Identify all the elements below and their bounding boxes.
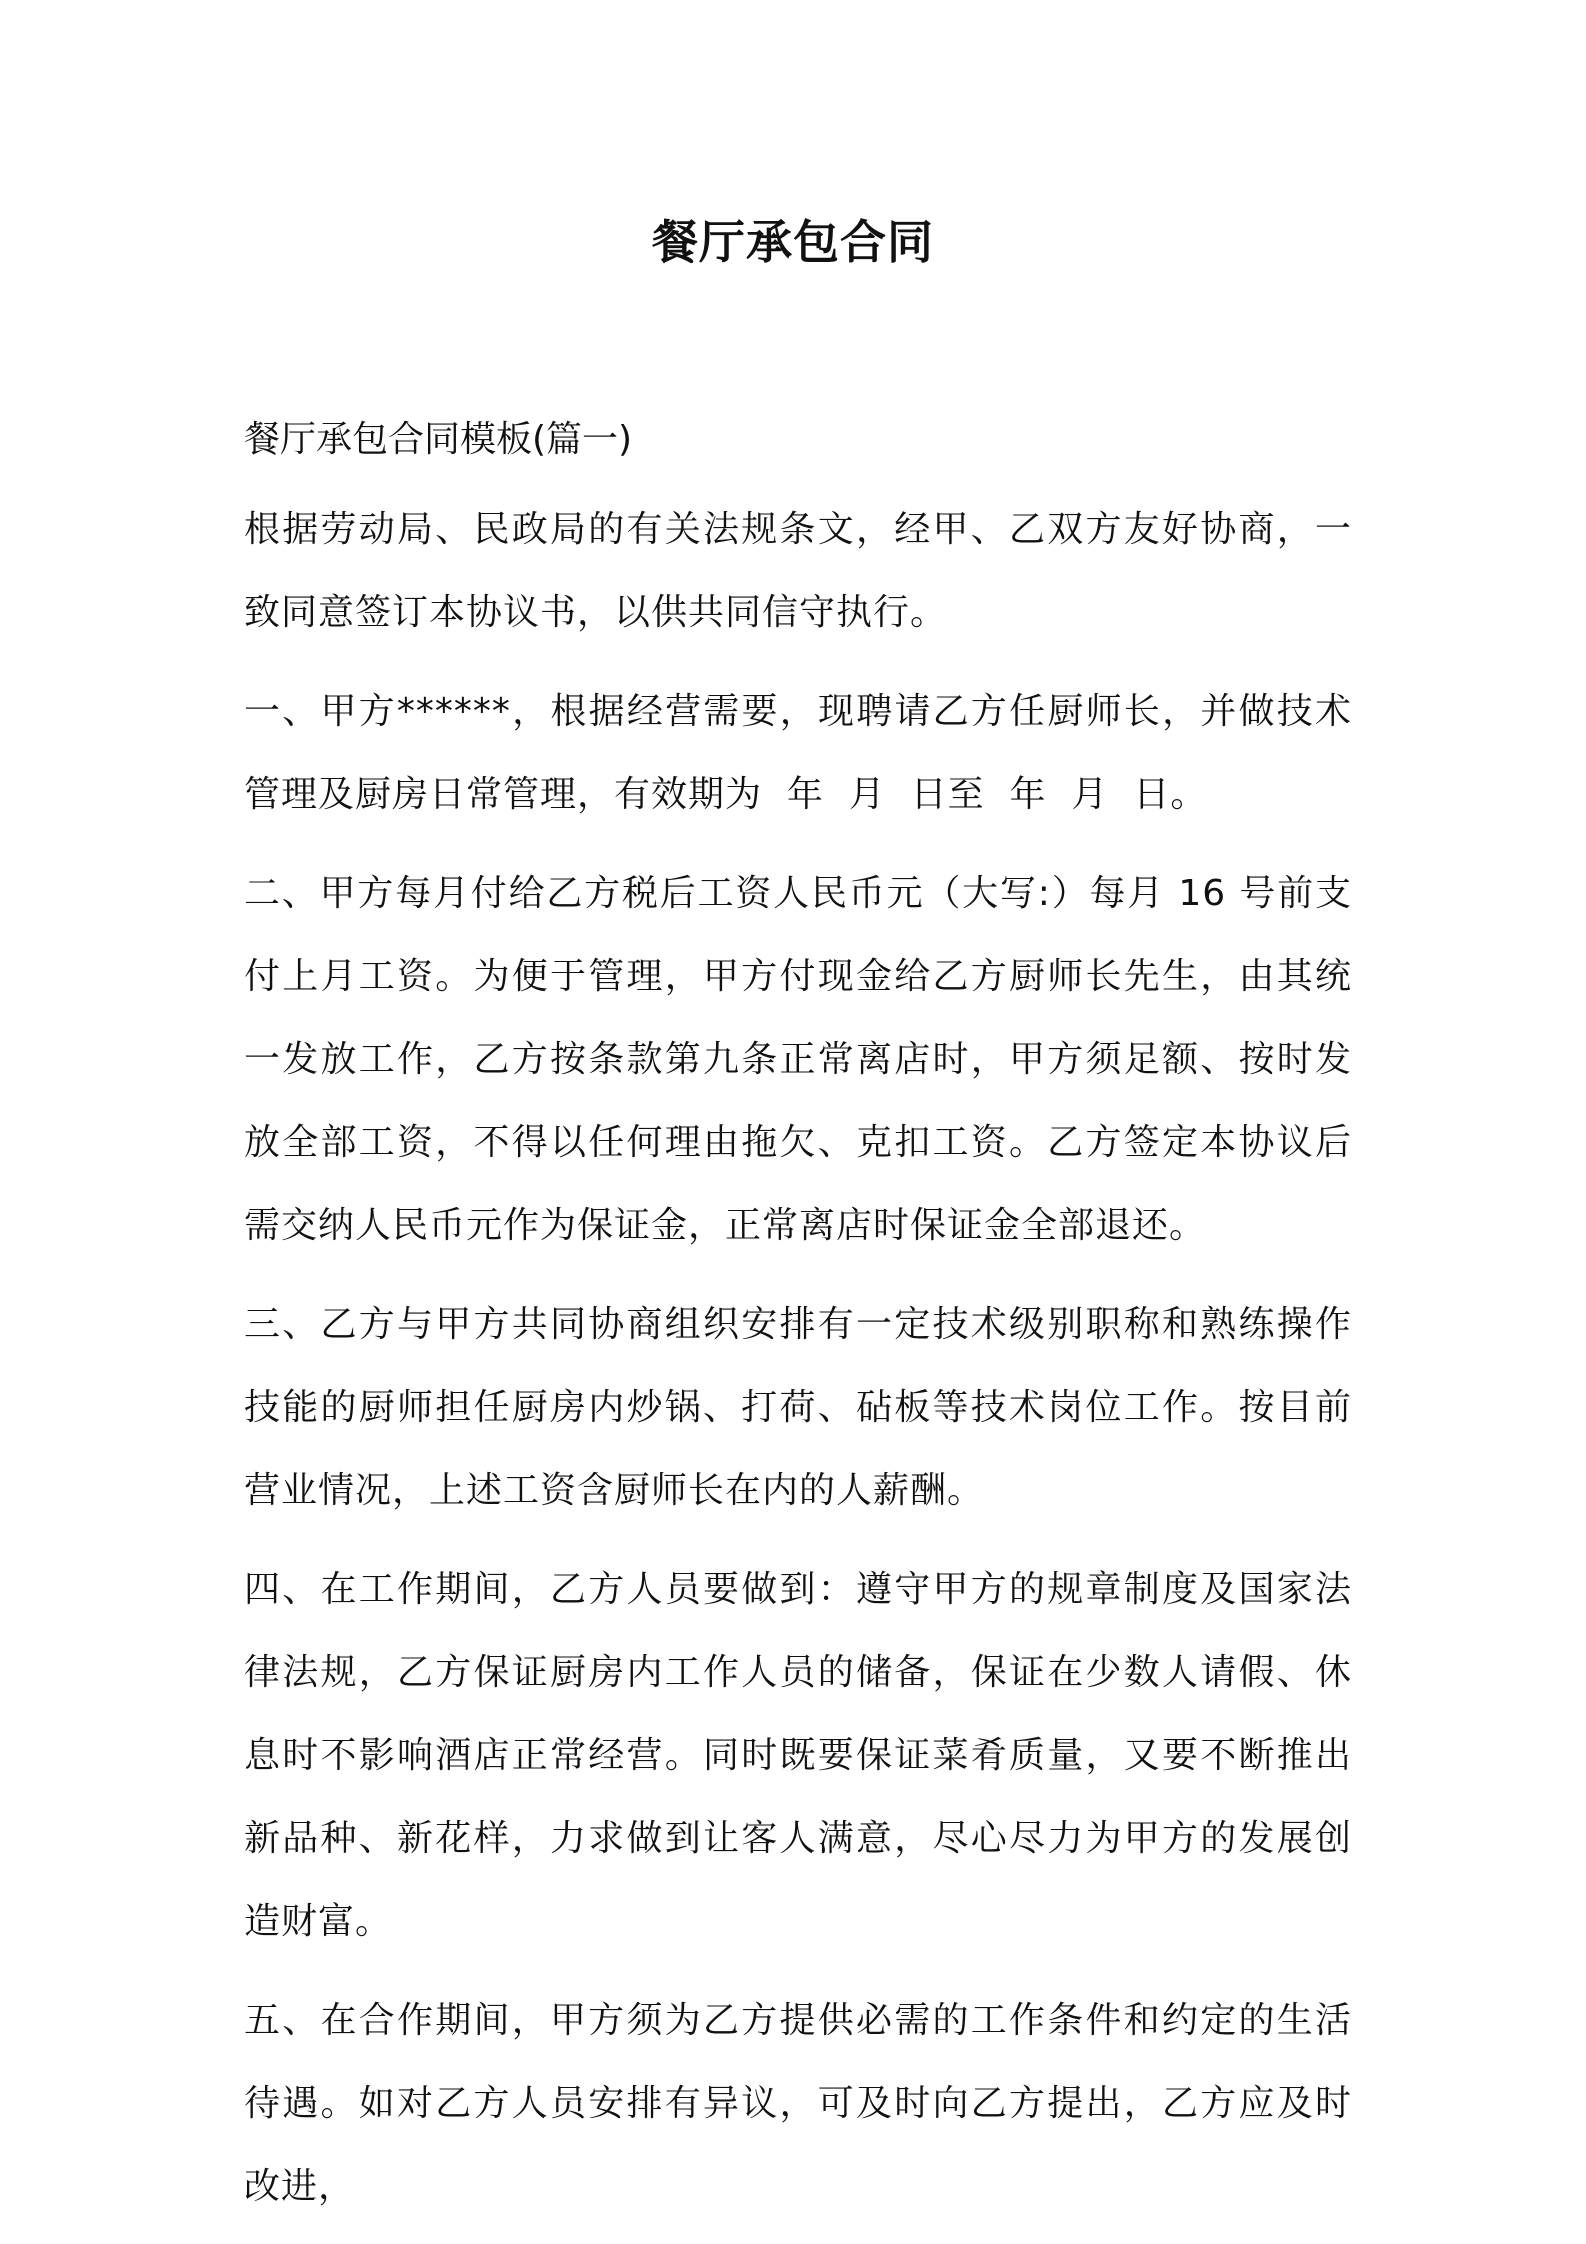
- intro-paragraph: 根据劳动局、民政局的有关法规条文，经甲、乙双方友好协商，一致同意签订本协议书，以供共同信守执行。: [244, 509, 1352, 633]
- document-body: [244, 408, 1352, 2228]
- document-subtitle: 餐厅承包合同模板(篇一): [244, 419, 633, 460]
- clause-1: 一、甲方******，根据经营需要，现聘请乙方任厨师长，并做技术管理及厨房日常管理，有效期为 年 月 日至 年 月 日。: [244, 691, 1352, 815]
- clause-5: 五、在合作期间，甲方须为乙方提供必需的工作条件和约定的生活待遇。如对乙方人员安排有异议，可及时向乙方提出，乙方应及时改进，: [244, 2000, 1352, 2207]
- document-title: 餐厅承包合同: [652, 215, 934, 269]
- clause-4: 四、在工作期间，乙方人员要做到：遵守甲方的规章制度及国家法律法规，乙方保证厨房内工作人员的储备，保证在少数人请假、休息时不影响酒店正常经营。同时既要保证菜肴质量，又要不断推出新品种、新花样，力求做到让客人满意，尽心尽力为甲方的发展创造财富。: [244, 1569, 1352, 1942]
- clause-2: 二、甲方每月付给乙方税后工资人民币元（大写:）每月 16 号前支付上月工资。为便于管理，甲方付现金给乙方厨师长先生，由其统一发放工作，乙方按条款第九条正常离店时，甲方须足额、按时发放全部工资，不得以任何理由拖欠、克扣工资。乙方签定本协议后需交纳人民币元作为保证金，正常离店时保证金全部退还。: [244, 873, 1352, 1246]
- clause-3: 三、乙方与甲方共同协商组织安排有一定技术级别职称和熟练操作技能的厨师担任厨房内炒锅、打荷、砧板等技术岗位工作。按目前营业情况，上述工资含厨师长在内的人薪酬。: [244, 1304, 1352, 1511]
